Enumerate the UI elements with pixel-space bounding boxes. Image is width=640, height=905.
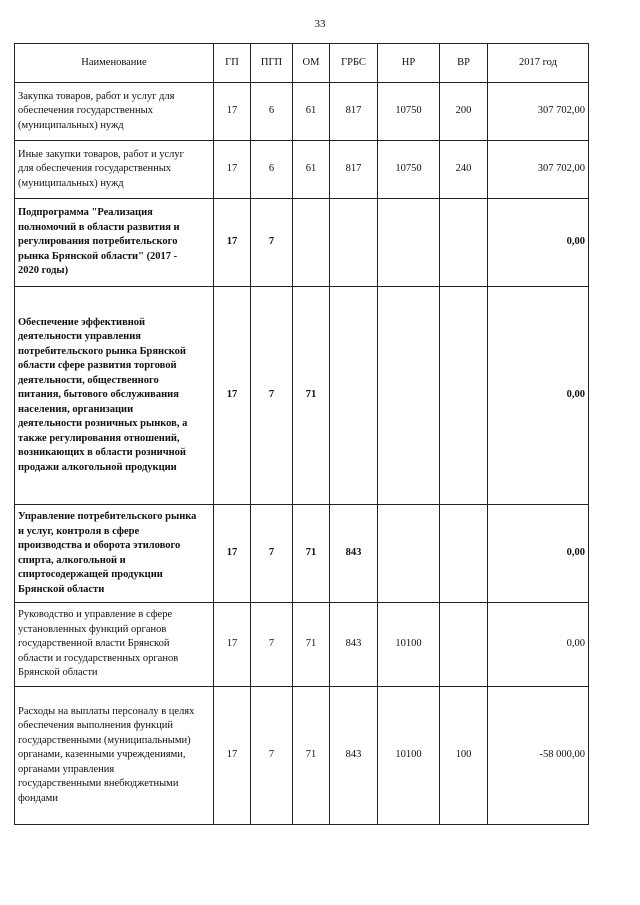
cell-om: 61 (293, 83, 330, 141)
row-name (15, 287, 214, 505)
row-name (15, 603, 214, 687)
cell-amount: 0,00 (488, 287, 589, 505)
header-vr: ВР (440, 44, 488, 83)
row-name-line: фондами (18, 792, 58, 804)
row-name (15, 83, 214, 141)
row-name (15, 199, 214, 287)
header-grbs: ГРБС (330, 44, 378, 83)
table-row (15, 83, 589, 141)
row-name-line: питания, бытового обслуживания (18, 389, 179, 401)
row-name-line: и услуг, контроля в сфере (18, 525, 140, 537)
cell-nr (378, 505, 440, 603)
cell-gp: 17 (214, 83, 251, 141)
table-body (15, 83, 589, 825)
cell-om: 61 (293, 141, 330, 199)
row-name-line: Руководство и управление в сфере (18, 609, 173, 621)
table-row (15, 199, 589, 287)
cell-gp: 17 (214, 687, 251, 825)
row-name-line: Брянской области (18, 583, 105, 595)
row-name-line: для обеспечения государственных (18, 163, 171, 175)
cell-grbs (330, 287, 378, 505)
cell-amount: 0,00 (488, 199, 589, 287)
cell-vr (440, 199, 488, 287)
table-row (15, 687, 589, 825)
cell-om: 71 (293, 687, 330, 825)
cell-amount: -58 000,00 (488, 687, 589, 825)
table-row (15, 141, 589, 199)
row-name-line: государственными внебюджетными (18, 778, 179, 790)
cell-grbs: 817 (330, 141, 378, 199)
cell-grbs: 843 (330, 505, 378, 603)
cell-pgp: 6 (251, 83, 293, 141)
cell-om: 71 (293, 505, 330, 603)
cell-gp: 17 (214, 603, 251, 687)
row-name-line: Подпрограмма "Реализация (18, 207, 153, 219)
table-row (15, 603, 589, 687)
row-name-line: возникающих в области розничной (18, 447, 186, 459)
cell-om (293, 199, 330, 287)
table-row (15, 505, 589, 603)
cell-amount: 307 702,00 (488, 141, 589, 199)
cell-om: 71 (293, 603, 330, 687)
row-name-line: (муниципальных) нужд (18, 119, 124, 131)
header-gp: ГП (214, 44, 251, 83)
row-name-line: полномочий в области развития и (18, 221, 180, 233)
row-name-line: спиртосодержащей продукции (18, 569, 163, 580)
row-name-line: 2020 годы) (18, 265, 69, 277)
row-name-line: обеспечения государственных (18, 105, 153, 117)
cell-amount: 307 702,00 (488, 83, 589, 141)
row-name-line: Управление потребительского рынка (18, 511, 197, 522)
cell-grbs: 843 (330, 603, 378, 687)
cell-pgp: 7 (251, 287, 293, 505)
page-number: 33 (314, 18, 326, 30)
cell-vr: 200 (440, 83, 488, 141)
header-name: Наименование (15, 44, 214, 83)
row-name-line: Брянской области (18, 667, 98, 679)
row-name-line: продажи алкогольной продукции (18, 461, 177, 473)
row-name-line: (муниципальных) нужд (18, 177, 124, 189)
row-name-line: государственной власти Брянской (18, 638, 170, 650)
cell-amount: 0,00 (488, 603, 589, 687)
cell-gp: 17 (214, 505, 251, 603)
cell-vr (440, 287, 488, 505)
row-name-line: рынка Брянской области" (2017 - (18, 250, 178, 262)
row-name-line: регулирования потребительского (18, 236, 178, 248)
row-name-line: Закупка товаров, работ и услуг для (18, 90, 175, 102)
cell-nr (378, 199, 440, 287)
header-nr: НР (378, 44, 440, 83)
cell-pgp: 7 (251, 199, 293, 287)
row-name (15, 687, 214, 825)
cell-vr: 240 (440, 141, 488, 199)
row-name (15, 141, 214, 199)
header-row (15, 44, 589, 83)
cell-vr: 100 (440, 687, 488, 825)
row-name-line: Обеспечение эффективной (18, 316, 146, 328)
cell-grbs: 843 (330, 687, 378, 825)
row-name-line: обеспечения выполнения функций (18, 720, 174, 732)
row-name-line: производства и оборота этилового (18, 540, 181, 551)
header-om: ОМ (293, 44, 330, 83)
cell-vr (440, 603, 488, 687)
cell-nr: 10750 (378, 83, 440, 141)
row-name-line: установленных функций органов (18, 623, 167, 635)
budget-table (14, 43, 589, 825)
cell-gp: 17 (214, 141, 251, 199)
row-name-line: населения, организации (18, 403, 134, 415)
row-name-line: области сфере развития торговой (18, 360, 177, 372)
header-pgp: ПГП (251, 44, 293, 83)
row-name-line: спирта, алкогольной и (18, 554, 126, 566)
table-row (15, 287, 589, 505)
row-name-line: области и государственных органов (18, 652, 179, 664)
cell-pgp: 7 (251, 505, 293, 603)
row-name-line: государственными (муниципальными) (18, 734, 191, 746)
cell-gp: 17 (214, 287, 251, 505)
row-name-line: деятельности управления (18, 331, 141, 343)
cell-pgp: 7 (251, 687, 293, 825)
row-name-line: также регулирования отношений, (18, 432, 180, 444)
cell-grbs: 817 (330, 83, 378, 141)
header-year-2017: 2017 год (488, 44, 589, 83)
cell-pgp: 7 (251, 603, 293, 687)
row-name-line: потребительского рынка Брянской (18, 345, 186, 357)
row-name-line: Расходы на выплаты персоналу в целях (18, 705, 195, 717)
cell-grbs (330, 199, 378, 287)
cell-pgp: 6 (251, 141, 293, 199)
row-name-line: деятельности розничных рынков, а (18, 418, 188, 430)
row-name-line: деятельности, общественного (18, 374, 159, 386)
cell-vr (440, 505, 488, 603)
cell-nr: 10100 (378, 603, 440, 687)
cell-amount: 0,00 (488, 505, 589, 603)
cell-om: 71 (293, 287, 330, 505)
cell-nr: 10750 (378, 141, 440, 199)
row-name-line: Иные закупки товаров, работ и услуг (18, 148, 184, 160)
cell-gp: 17 (214, 199, 251, 287)
row-name (15, 505, 214, 603)
cell-nr (378, 287, 440, 505)
cell-nr: 10100 (378, 687, 440, 825)
row-name-line: органами управления (18, 763, 115, 775)
row-name-line: органами, казенными учреждениями, (18, 749, 186, 761)
